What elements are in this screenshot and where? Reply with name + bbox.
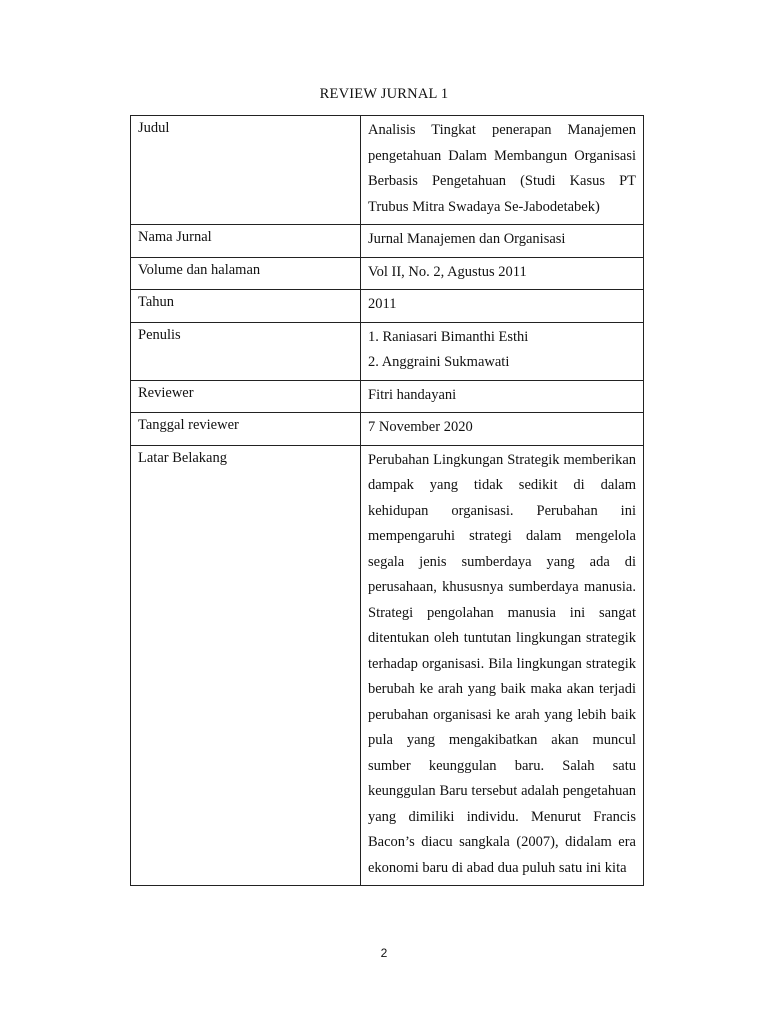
- row-value: Fitri handayani: [361, 380, 644, 413]
- author-2: 2. Anggraini Sukmawati: [368, 354, 510, 370]
- table-row: [131, 380, 644, 413]
- row-value: 2011: [361, 290, 644, 323]
- table-row: [131, 322, 644, 380]
- row-value: 7 November 2020: [361, 413, 644, 446]
- table-row: [131, 445, 644, 886]
- row-value: Jurnal Manajemen dan Organisasi: [361, 225, 644, 258]
- review-table: [130, 115, 644, 886]
- row-label: Judul: [131, 116, 361, 225]
- row-label: Latar Belakang: [131, 445, 361, 886]
- page-title: REVIEW JURNAL 1: [319, 86, 449, 102]
- author-1: 1. Raniasari Bimanthi Esthi: [368, 328, 529, 345]
- table-row: [131, 413, 644, 446]
- table-row: [131, 225, 644, 258]
- row-value: Analisis Tingkat penerapan Manajemen pengetahuan Dalam Membangun Organisasi Berbasis Pengetahuan (Studi Kasus PT Trubus Mitra Swadaya Se-Jabodetabek): [361, 116, 644, 225]
- table-row: [131, 290, 644, 323]
- row-label: Tahun: [131, 290, 361, 323]
- row-label: Nama Jurnal: [131, 225, 361, 258]
- row-label: Penulis: [131, 322, 361, 380]
- row-label: Reviewer: [131, 380, 361, 413]
- row-label: Tanggal reviewer: [131, 413, 361, 446]
- table-row: [131, 257, 644, 290]
- row-value: Perubahan Lingkungan Strategik memberikan dampak yang tidak sedikit di dalam kehidupan organisasi. Perubahan ini mempengaruhi strategi dalam mengelola segala jenis sumberdaya yang ada di perusahaan, khususnya sumberdaya manusia. Strategi pengolahan manusia ini sangat ditentukan oleh tuntutan lingkungan strategik terhadap organisasi. Bila lingkungan strategik berubah ke arah yang baik maka akan terjadi perubahan organisasi ke arah yang lebih baik pula yang mengakibatkan akan muncul sumber keunggulan baru. Salah satu keunggulan Baru tersebut adalah pengetahuan yang dimiliki individu. Menurut Francis Bacon’s diacu sangkala (2007), didalam era ekonomi baru di abad dua puluh satu ini kita: [361, 445, 644, 886]
- table-row: [131, 116, 644, 225]
- page-number: 2: [380, 946, 388, 960]
- row-label: Volume dan halaman: [131, 257, 361, 290]
- row-value: [361, 322, 644, 380]
- row-value: Vol II, No. 2, Agustus 2011: [361, 257, 644, 290]
